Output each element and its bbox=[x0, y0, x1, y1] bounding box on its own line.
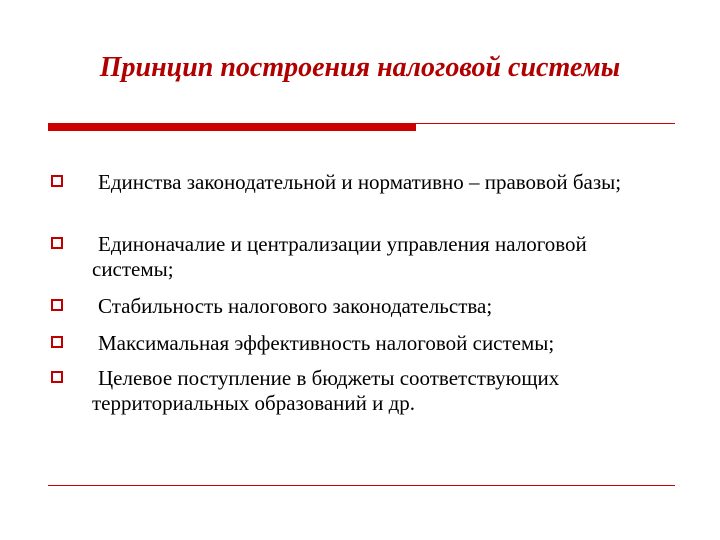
hollow-square-bullet-icon bbox=[51, 371, 63, 383]
hollow-square-bullet-icon bbox=[51, 237, 63, 249]
bullet-text: Стабильность налогового законодательства; bbox=[98, 294, 493, 318]
hollow-square-bullet-icon bbox=[51, 175, 63, 187]
hollow-square-bullet-icon bbox=[51, 336, 63, 348]
bullet-text: Единоначалие и централизации управления налоговой системы; bbox=[92, 232, 587, 281]
bullet-text: Единства законодательной и нормативно – правовой базы; bbox=[98, 170, 622, 194]
slide-title: Принцип построения налоговой системы bbox=[99, 52, 621, 83]
bullet-text: Максимальная эффективность налоговой системы; bbox=[98, 331, 555, 355]
hollow-square-bullet-icon bbox=[51, 299, 63, 311]
bottom-divider-line bbox=[48, 485, 675, 486]
bullet-text: Целевое поступление в бюджеты соответствующих территориальных образований и др. bbox=[92, 366, 560, 415]
